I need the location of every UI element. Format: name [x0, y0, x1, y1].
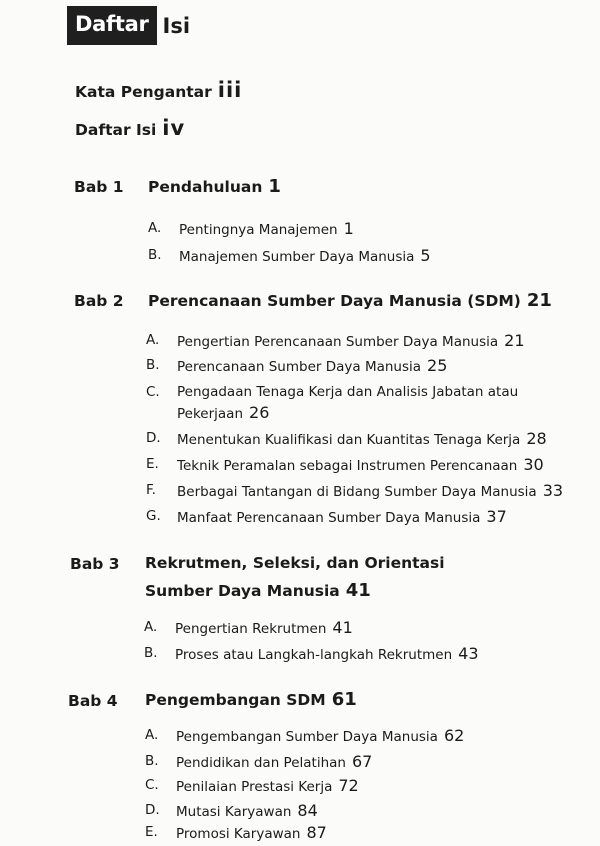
section-page: 41	[332, 618, 353, 637]
section-letter: A.	[146, 332, 160, 348]
section-letter: F.	[146, 482, 156, 498]
front-entry-title: Daftar Isi	[75, 121, 157, 139]
section-title: Pengertian Rekrutmen 41	[175, 618, 353, 637]
section-title: Manajemen Sumber Daya Manusia 5	[179, 246, 431, 265]
section-letter: E.	[145, 824, 158, 840]
section-letter: E.	[146, 456, 159, 472]
section-title: Pentingnya Manajemen 1	[179, 219, 354, 238]
section-page: 37	[486, 507, 507, 526]
section-page: 1	[343, 219, 354, 238]
section-page: 67	[351, 752, 373, 771]
chapter-title: Pengembangan SDM 61	[145, 689, 357, 710]
section-page: 5	[420, 246, 431, 265]
section-letter: C.	[146, 384, 160, 400]
section-letter: A.	[148, 220, 162, 236]
section-title: Menentukan Kualifikasi dan Kuantitas Tenaga Kerja 28	[177, 429, 547, 448]
section-title: Pengembangan Sumber Daya Manusia 62	[176, 726, 465, 745]
section-title: Promosi Karyawan 87	[176, 823, 327, 842]
section-letter: D.	[146, 430, 161, 446]
page-heading	[67, 6, 190, 45]
section-title: Pengertian Perencanaan Sumber Daya Manusia 21	[177, 331, 525, 350]
section-page: 84	[297, 801, 318, 820]
front-entry-page: iv	[162, 116, 186, 140]
chapter-number: Bab 1	[74, 178, 124, 196]
chapter-number: Bab 4	[68, 692, 118, 710]
section-page: 33	[542, 481, 564, 500]
heading-boxed-word: Daftar	[67, 6, 157, 45]
section-title: Penilaian Prestasi Kerja 72	[176, 776, 359, 795]
section-letter: A.	[145, 727, 159, 743]
section-title: Perencanaan Sumber Daya Manusia 25	[177, 356, 448, 375]
section-letter: B.	[145, 753, 159, 769]
section-letter: G.	[146, 508, 161, 524]
chapter-page: 1	[268, 176, 281, 197]
section-page: 30	[523, 455, 544, 474]
section-page: 21	[504, 331, 525, 350]
section-page: 28	[526, 429, 547, 448]
chapter-page: 41	[345, 580, 371, 601]
section-letter: B.	[144, 645, 158, 661]
section-title: Pengadaan Tenaga Kerja dan Analisis Jabatan atau	[177, 384, 519, 400]
section-page: 43	[458, 644, 479, 663]
front-entry-kata-pengantar[interactable]	[75, 78, 242, 102]
chapter-title: Rekrutmen, Seleksi, dan Orientasi	[145, 554, 445, 572]
section-letter: D.	[145, 802, 160, 818]
section-page: 25	[427, 356, 448, 375]
section-title-continued: Pekerjaan 26	[177, 403, 270, 422]
section-title: Proses atau Langkah-langkah Rekrutmen 43	[175, 644, 479, 663]
section-page: 87	[306, 823, 327, 842]
chapter-page: 21	[526, 290, 552, 311]
section-page: 26	[249, 403, 270, 422]
section-letter: C.	[145, 777, 159, 793]
section-title: Pendidikan dan Pelatihan 67	[176, 752, 373, 771]
chapter-title: Perencanaan Sumber Daya Manusia (SDM) 21	[148, 290, 552, 311]
chapter-page: 61	[331, 689, 357, 710]
chapter-title-continued: Sumber Daya Manusia 41	[145, 580, 371, 601]
section-letter: B.	[146, 357, 160, 373]
front-entry-title: Kata Pengantar	[75, 83, 212, 101]
section-letter: A.	[144, 619, 158, 635]
chapter-title: Pendahuluan 1	[148, 176, 281, 197]
section-title: Mutasi Karyawan 84	[176, 801, 318, 820]
heading-word: Isi	[162, 13, 191, 38]
front-entry-daftar-isi[interactable]	[75, 116, 185, 140]
section-title: Teknik Peramalan sebagai Instrumen Perencanaan 30	[177, 455, 544, 474]
front-entry-page: iii	[217, 78, 243, 102]
section-page: 72	[338, 776, 359, 795]
section-page: 62	[443, 726, 465, 745]
section-title: Berbagai Tantangan di Bidang Sumber Daya Manusia 33	[177, 481, 564, 500]
section-title: Manfaat Perencanaan Sumber Daya Manusia 37	[177, 507, 507, 526]
section-letter: B.	[148, 247, 162, 263]
chapter-number: Bab 2	[74, 292, 124, 310]
chapter-number: Bab 3	[70, 555, 120, 573]
